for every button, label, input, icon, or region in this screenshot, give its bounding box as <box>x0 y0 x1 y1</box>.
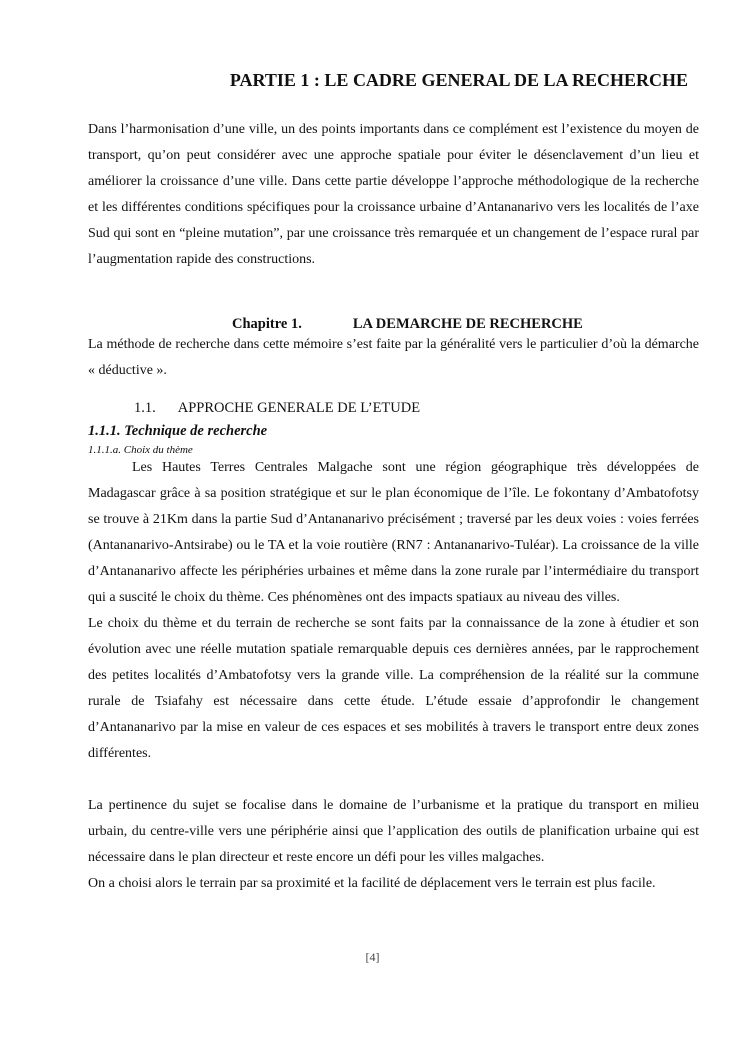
chapter-intro-paragraph: La méthode de recherche dans cette mémoire s’est faite par la généralité vers le particulier d’où la démarche « déductive ». <box>88 337 699 378</box>
subsubsection-heading: 1.1.1.a. Choix du thème <box>88 444 193 456</box>
body-paragraph-2: Le choix du thème et du terrain de recherche se sont faits par la connaissance de la zone à étudier et son évolution avec une réelle mutation spatiale remarquable depuis ces dernières années, par le rapprochement des petites localités d’Ambatofotsy vers la grande ville. La compréhension de la réalité sur la commune rurale de Tsiafahy est nécessaire dans cette étude. L’étude essaie d’approfondir le changement d’Antananarivo par la mise en valeur de ces espaces et ses mobilités à travers le transport entre deux zones différentes. <box>88 616 699 761</box>
section-heading <box>134 400 420 417</box>
body-paragraph-4: On a choisi alors le terrain par sa proximité et la facilité de déplacement vers le terrain est plus facile. <box>88 876 656 891</box>
part-title: PARTIE 1 : LE CADRE GENERAL DE LA RECHERCHE <box>229 70 688 90</box>
body-paragraph-1: Les Hautes Terres Centrales Malgache sont une région géographique très développées de Madagascar grâce à sa position stratégique et sur le plan économique de l’île. Le fokontany d’Ambatofotsy se trouve à 21Km dans la partie Sud d’Antananarivo précisément ; traversé par les deux voies : voies ferrées (Antananarivo-Antsirabe) ou le TA et la voie routière (RN7 : Antananarivo-Tuléar). La croissance de la ville d’Antananarivo affecte les périphéries urbaines et même dans la zone rurale par l’intermédiaire du transport qui a suscité le choix du thème. Ces phénomènes ont des impacts spatiaux au niveau des villes. <box>88 460 699 605</box>
chapter-title: LA DEMARCHE DE RECHERCHE <box>352 316 583 332</box>
body-paragraph-3: La pertinence du sujet se focalise dans le domaine de l’urbanisme et la pratique du transport en milieu urbain, du centre-ville vers une périphérie ainsi que l’application des outils de planification urbaine qui est nécessaire dans le plan directeur et reste encore un défi pour les villes malgaches. <box>88 798 699 865</box>
chapter-number: Chapitre 1. <box>232 316 302 332</box>
intro-paragraph: Dans l’harmonisation d’une ville, un des points importants dans ce complément est l’existence du moyen de transport, qu’on peut considérer avec une approche spatiale pour éviter le désenclavement d’un lieu et améliorer la croissance d’une ville. Dans cette partie développe l’approche méthodologique de la recherche et les différentes conditions spécifiques pour la croissance urbaine d’Antananarivo vers les localités de l’axe Sud qui sont en “pleine mutation”, par une croissance très remarquée et un changement de l’espace rural par l’augmentation rapide des constructions. <box>88 122 699 267</box>
subsection-heading: 1.1.1. Technique de recherche <box>88 423 268 439</box>
section-title: APPROCHE GENERALE DE L’ETUDE <box>177 400 421 416</box>
section-number: 1.1. <box>134 400 156 416</box>
page-number: [4] <box>365 950 380 964</box>
chapter-heading <box>232 316 583 333</box>
